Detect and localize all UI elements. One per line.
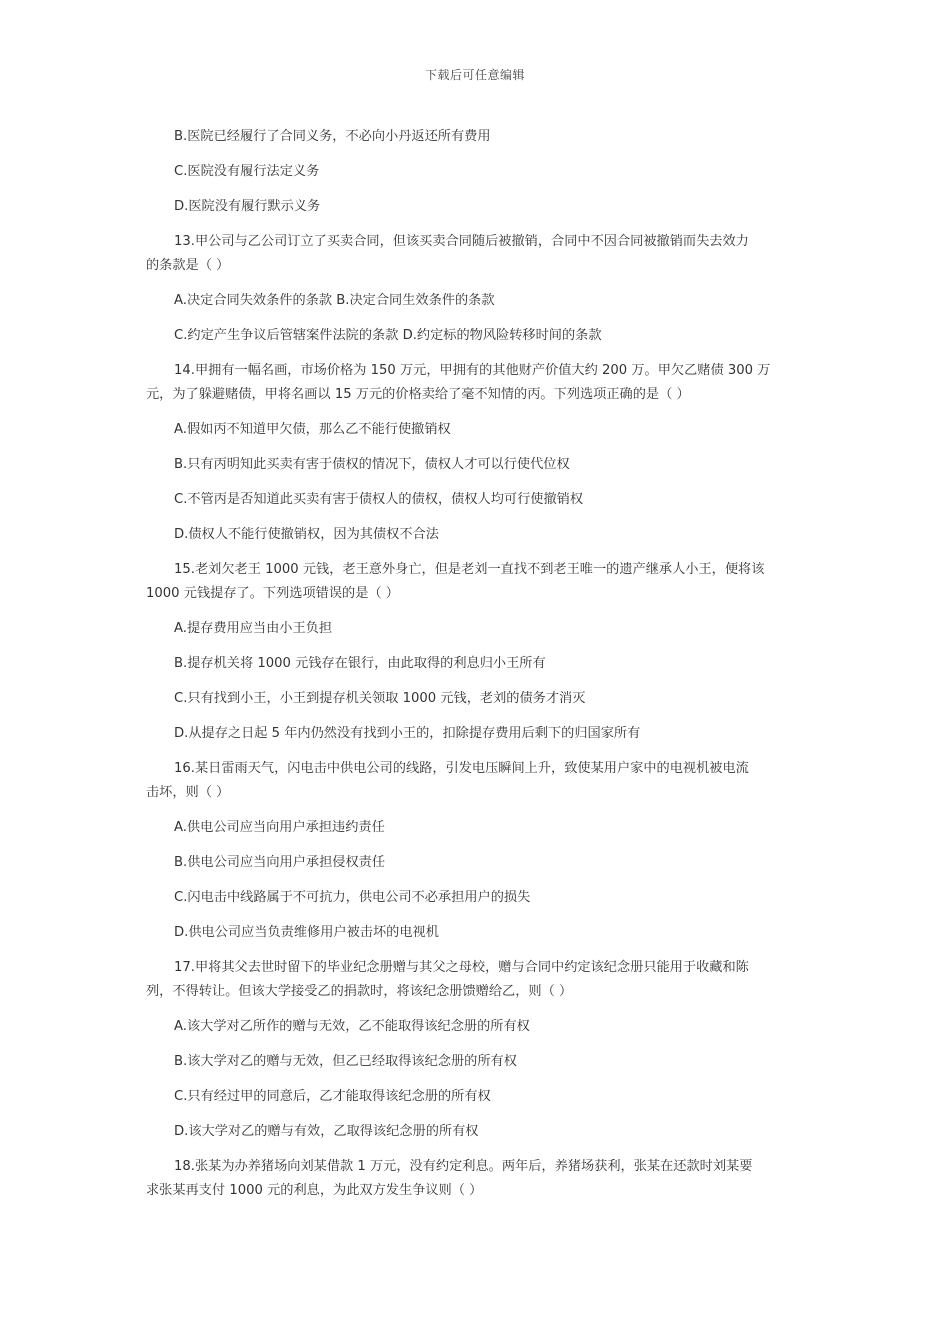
question-line: 16.某日雷雨天气，闪电击中供电公司的线路，引发电压瞬间上升，致使某用户家中的电视机被电流 — [174, 761, 749, 776]
question-stem — [146, 230, 810, 278]
answer-option: D.供电公司应当负责维修用户被击坏的电视机 — [174, 925, 439, 940]
question-line: 14.甲拥有一幅名画，市场价格为 150 万元，甲拥有的其他财产价值大约 200 万。甲欠乙赌债 300 万 — [174, 363, 771, 378]
question-stem — [146, 359, 810, 407]
question-stem — [146, 757, 810, 805]
answer-option: C.约定产生争议后管辖案件法院的条款 D.约定标的物风险转移时间的条款 — [174, 328, 602, 343]
answer-option: D.从提存之日起 5 年内仍然没有找到小王的，扣除提存费用后剩下的归国家所有 — [174, 726, 641, 741]
question-line: 的条款是（ ） — [146, 258, 230, 273]
question-stem — [146, 1155, 810, 1203]
answer-option: D.医院没有履行默示义务 — [174, 199, 321, 214]
answer-option: B.医院已经履行了合同义务，不必向小丹返还所有费用 — [174, 129, 491, 144]
question-line: 列，不得转让。但该大学接受乙的捐款时，将该纪念册馈赠给乙，则（ ） — [146, 984, 573, 999]
answer-option: B.只有丙明知此买卖有害于债权的情况下，债权人才可以行使代位权 — [174, 457, 570, 472]
question-line: 17.甲将其父去世时留下的毕业纪念册赠与其父之母校，赠与合同中约定该纪念册只能用于收藏和陈 — [174, 960, 749, 975]
question-stem — [146, 956, 810, 1004]
answer-option: A.假如丙不知道甲欠债，那么乙不能行使撤销权 — [174, 422, 451, 437]
answer-option: C.只有找到小王，小王到提存机关领取 1000 元钱，老刘的债务才消灭 — [174, 691, 586, 706]
question-line: 击坏，则（ ） — [146, 785, 230, 800]
question-line: 1000 元钱提存了。下列选项错误的是（ ） — [146, 586, 399, 601]
answer-option: A.该大学对乙所作的赠与无效，乙不能取得该纪念册的所有权 — [174, 1019, 530, 1034]
answer-option: C.只有经过甲的同意后，乙才能取得该纪念册的所有权 — [174, 1089, 491, 1104]
question-line: 元，为了躲避赌债，甲将名画以 15 万元的价格卖给了毫不知情的丙。下列选项正确的是（ ） — [146, 387, 690, 402]
answer-option: A.决定合同失效条件的条款 B.决定合同生效条件的条款 — [174, 293, 495, 308]
answer-option: B.该大学对乙的赠与无效，但乙已经取得该纪念册的所有权 — [174, 1054, 517, 1069]
answer-option: D.该大学对乙的赠与有效，乙取得该纪念册的所有权 — [174, 1124, 479, 1139]
answer-option: C.医院没有履行法定义务 — [174, 164, 320, 179]
question-line: 18.张某为办养猪场向刘某借款 1 万元，没有约定利息。两年后，养猪场获利，张某在还款时刘某要 — [174, 1159, 753, 1174]
answer-option: B.供电公司应当向用户承担侵权责任 — [174, 855, 386, 870]
answer-option: A.供电公司应当向用户承担违约责任 — [174, 820, 385, 835]
answer-option: D.债权人不能行使撤销权，因为其债权不合法 — [174, 527, 439, 542]
question-line: 15.老刘欠老王 1000 元钱，老王意外身亡，但是老刘一直找不到老王唯一的遗产继承人小王，便将该 — [174, 562, 765, 577]
answer-option: B.提存机关将 1000 元钱存在银行，由此取得的利息归小王所有 — [174, 656, 546, 671]
question-line: 13.甲公司与乙公司订立了买卖合同，但该买卖合同随后被撤销，合同中不因合同被撤销而失去效力 — [174, 234, 749, 249]
answer-option: C.不管丙是否知道此买卖有害于债权人的债权，债权人均可行使撤销权 — [174, 492, 584, 507]
question-list — [146, 125, 810, 1214]
answer-option: C.闪电击中线路属于不可抗力，供电公司不必承担用户的损失 — [174, 890, 531, 905]
page-header: 下载后可任意编辑 — [424, 68, 525, 82]
question-line: 求张某再支付 1000 元的利息，为此双方发生争议则（ ） — [146, 1183, 483, 1198]
answer-option: A.提存费用应当由小王负担 — [174, 621, 333, 636]
question-stem — [146, 558, 810, 606]
